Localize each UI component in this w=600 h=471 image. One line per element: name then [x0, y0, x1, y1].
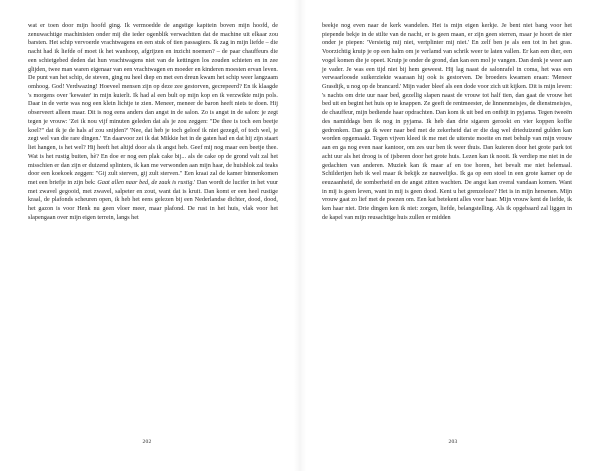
page-left-body	[28, 22, 278, 223]
page-right-body	[322, 22, 572, 223]
page-right	[300, 0, 600, 471]
page-number-right: 203	[448, 439, 458, 445]
paragraph: beekje nog even naar de kerk wandelen. Het is mijn eigen kerkje. Je bent niet bang voor het piepende bekje in de stilte van de nacht, er is geen maan, er zijn geen sterren, maar je hoort de nier onder je piepen: 'Versietig mij niet, vertplinter mij niet.' En zelf ben je als een tot in het gras. Voorzichtig kruip je op een halm om je verlamd van schrik weer te laten vallen. Er kan een dier, een vogel komen die je opeet. Kruip je onder de grond, dan kan een mol je vangen. Dan denk je weer aan je vader. Je was een tijd niet bij hem geweest. Hij lag naast de salonrafel in coma, het was een verwaarloosde suikerziekte waaraan hij ook is gestorven. De broeders kwamen eraan: 'Meneer Grasdijk, u nog op de brancard.' Mijn vader bleef als een dode voor zich uit kijken. Dit is mijn leven: 's nachts om drie uur naar bed, gezellig slapen naast de vrouw tot half tien, dan gaat de vrouw het bed uit en begint het huis op te knappen. Ze geeft de rentmeester, de linnenmeisjes, de dienstmeisjes, de chauffeur, mijn bediende haar opdrachten. Dan kom ik uit bed en ontbijt in pyjama. Tegen tweeën des namiddags ben ik nog in pyjama. Ik heb dan drie sigaren gerookt en vier koppen koffie gedronken. Dan ga ik weer naar bed met de zekerheid dat er die dag wel drieduizend gulden kan worden opgemaakt. Tegen vijven kleed ik me met de uiterste moeite en met behulp van mijn vrouw aan en ga nog even naar kantoor, om zes uur ben ik weer thuis. Dan kuieren door het grote park tot acht uur als het droog is of ijsberen door het grote huis. Lezen kan ik nooit. Ik verdiep me niet in de gedachten van anderen. Muziek kan ik maar af en toe horen, het bevalt me niet helemaal. Schilderijen heb ik wel maar ik bekijk ze nauwelijks. Ik ga op een stoel in een grote kamer op de eeuzaanheid, de somberheid en de angst zitten wachten. De angst kan overal vandaan komen. Want in mij is geen leven, want in mij is geen dood. Kent u het grenzeloze? Het is in mijn hersenen. Mijn vrouw gaat zo lief met de poezen om. Een kat betekent alles voor haar. Mijn vrouw kent de liefde, ik ken haar niet. Drie dingen ken ik niet: zorgen, liefde, belangstelling. Als ik opgebaard zal liggen in de kapel van mijn reusachtige huis zullen er midden	[322, 23, 572, 221]
page-number-left: 202	[142, 439, 152, 445]
paragraph: wat er toen door mijn hoofd ging. Ik vermoedde de angstige kapitein boven mijn hoofd, de zenuwachtige machinisten onder mij die ieder ogenblik verwachtten dat de machine uit elkaar zou barsten. Het schip vervoerde vrachtwagens en een stuk of tien passagiers. Ik zag in mijn liefde – die nacht had ik liefde of moet ik het wanhoop, afgrijzen en inzicht noemen? – de paar chauffeurs die een schietgebed deden dat hun vrachtwagens niet van de kettingen los zouden schieten en in zee glijden, twee man waren eigenaar van een vrachtwagen en moeder en kinderen moesten ervan leven. De punt van het schip, de steven, ging nu heel diep en met een dreun kwam het schip weer langzaam omhoog. God! Verdwazing! Hoeveel mensen zijn op deze zee gestorven, gecrepeerd? En ik klaagde 's morgens over 'kewater' in mijn kuierlt. Ik had al een bult op mijn kop en ik verzwikte mijn pols. Daar in de verte was nog een klein lichtje te zien. Meneer, meneer de baron heeft niets te doen. Hij observeert alleen maar. Dit is nog eens anders dan angst in de salon. Zo is angst in de salon: je zegt tegen je vrouw: 'Zei ik nou vijf minuten geleden dat als je zou zeggen: "De thee is toch een beetje koel?" dat ik je de hals af zou snijden?' 'Nee, dat heb je toch geloof ik niet gezegd, of toch wel, je zegt wel van die rare dingen.' 'En daarvoor zei ik dat Mikkie het in de gaten had en dat hij zijn staart liet hangen, is het wel? Hij heeft het altijd door als ik angst heb. Geef mij nog maar een beetje thee. Wat is het rustig buiten, hè? En doe er nog een plak cake bij... als de cake op de grond valt zal het misschien er dan zijn er duizend splinters, ik kan me verwonden aan mijn haar, de huishlok zal teaks door een koekoek zeggen: "Gij zult sterven, gij zult sterven." Een kraai zal de kamer binnenkomen met een briefje in zijn bek: Gaat allen naar bed, de zaak is rustig.' Dan wordt de lucifer in het vuur met zwavel gegooid, met zwavel, salpeter en zout, want dat is kruit. Dan komt er een heel rustige kraal, de plafonds scheuren open, ik heb het eens gelezen bij een Nederlandse dichter, dood, dood, het gazon is voor Henk nu geen vloer meer, maar plafond. De rust in het huis, vlak voor het slapengaan over mijn eigen terrein, langs het	[28, 23, 279, 221]
